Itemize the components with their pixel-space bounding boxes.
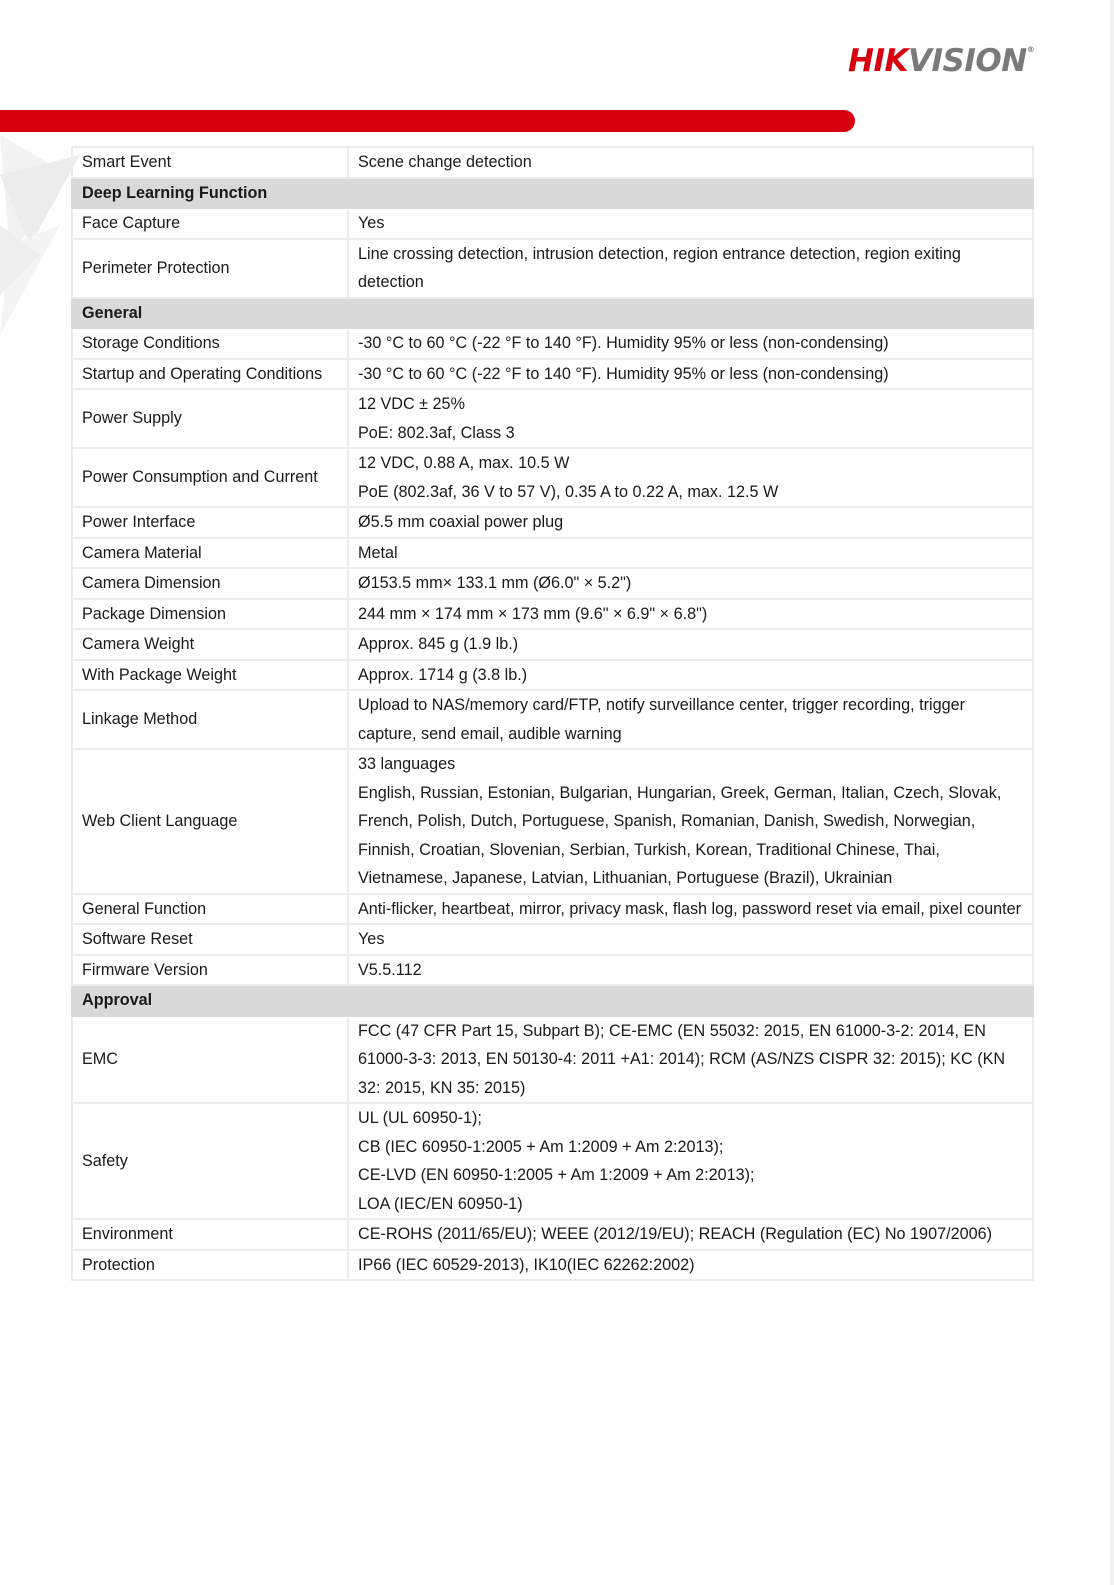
spec-label: EMC [72,1016,348,1104]
spec-value [348,507,1033,538]
spec-label: Linkage Method [72,690,348,749]
spec-value [348,538,1033,569]
spec-row [72,924,1033,955]
spec-value-line: IP66 (IEC 60529-2013), IK10(IEC 62262:2002) [358,1255,695,1274]
spec-value-line: English, Russian, Estonian, Bulgarian, Hungarian, Greek, German, Italian, Czech, Slovak, French, Polish, Dutch, Portuguese, Spanish, Romanian, Danish, Swedish, Norwegian, Finnish, Croatian, Slovenian, Serbian, Turkish, Korean, Traditional Chinese, Thai, Vietnamese, Japanese, Latvian, Lithuanian, Portuguese (Brazil), Ukrainian [358,783,1002,887]
spec-value-line: Line crossing detection, intrusion detection, region entrance detection, region exiting detection [358,244,961,291]
spec-value-line: Ø5.5 mm coaxial power plug [358,513,564,531]
watermark-star-graphic [0,135,80,345]
spec-label: Startup and Operating Conditions [72,359,348,390]
spec-table [71,146,1034,1281]
spec-value-line: 12 VDC, 0.88 A, max. 10.5 W [358,454,570,472]
spec-row [72,239,1033,298]
spec-value-line: Anti-flicker, heartbeat, mirror, privacy mask, flash log, password reset via email, pixel counter [358,899,1022,918]
spec-label: Package Dimension [72,599,348,630]
spec-value-line: CE-ROHS (2011/65/EU); WEEE (2012/19/EU); REACH (Regulation (EC) No 1907/2006) [358,1225,992,1243]
spec-value [348,955,1033,986]
spec-value [348,239,1033,298]
spec-value-line: Upload to NAS/memory card/FTP, notify surveillance center, trigger recording, trigger capture, send email, audible warning [358,696,965,743]
section-header-row [72,298,1033,329]
hikvision-logo [848,43,1035,79]
spec-value-line: Metal [358,543,398,562]
spec-value-line: FCC (47 CFR Part 15, Subpart B); CE-EMC (EN 55032: 2015, EN 61000-3-2: 2014, EN 61000-3-3: 2013, EN 50130-4: 2011 +A1: 2014); RCM (AS/NZS CISPR 32: 2015); KC (KN 32: 2015, KN 35: 2015) [358,1021,1006,1097]
spec-label: Camera Material [72,538,348,569]
spec-label: Safety [72,1103,348,1219]
spec-value-line: Yes [358,930,385,948]
spec-value [348,389,1033,448]
spec-value [348,1016,1033,1104]
spec-value [348,1219,1033,1250]
spec-value-line: Approx. 1714 g (3.8 lb.) [358,665,528,684]
spec-label: Smart Event [72,147,348,178]
spec-row [72,660,1033,691]
section-header-row [72,985,1033,1016]
spec-row [72,894,1033,925]
spec-value [348,1103,1033,1219]
spec-row [72,359,1033,390]
spec-row [72,507,1033,538]
spec-value-line: CE-LVD (EN 60950-1:2005 + Am 1:2009 + Am 2:2013); [358,1166,755,1184]
spec-value-line: CB (IEC 60950-1:2005 + Am 1:2009 + Am 2:2013); [358,1137,724,1156]
spec-value-line: 12 VDC ± 25% [358,395,465,413]
logo-text-gray: VISION [908,43,1027,79]
spec-label: Web Client Language [72,749,348,894]
spec-value [348,1250,1033,1281]
spec-label: General Function [72,894,348,925]
spec-label: Protection [72,1250,348,1281]
spec-row [72,629,1033,660]
registered-mark: ® [1026,45,1035,54]
spec-value-line: PoE (802.3af, 36 V to 57 V), 0.35 A to 0.22 A, max. 12.5 W [358,482,779,501]
spec-row [72,955,1033,986]
spec-value [348,924,1033,955]
spec-row [72,328,1033,359]
spec-value [348,448,1033,507]
spec-value-line: Scene change detection [358,153,532,171]
spec-value-line: Yes [358,214,385,232]
header-red-bar [0,110,855,132]
spec-table-body [72,147,1033,1280]
spec-label: Power Consumption and Current [72,448,348,507]
section-title: Approval [72,985,1033,1016]
spec-value-line: PoE: 802.3af, Class 3 [358,423,515,442]
spec-value-line: Approx. 845 g (1.9 lb.) [358,635,519,653]
spec-row [72,1219,1033,1250]
spec-value [348,208,1033,239]
spec-value [348,690,1033,749]
spec-value-line: Ø153.5 mm× 133.1 mm (Ø6.0" × 5.2") [358,574,632,592]
spec-value [348,359,1033,390]
page-edge [1110,0,1114,1585]
spec-label: Perimeter Protection [72,239,348,298]
section-title: Deep Learning Function [72,178,1033,209]
spec-row [72,147,1033,178]
spec-label: Firmware Version [72,955,348,986]
spec-row [72,1103,1033,1219]
spec-value [348,894,1033,925]
spec-row [72,1250,1033,1281]
spec-value-line: 244 mm × 174 mm × 173 mm (9.6" × 6.9" × 6.8") [358,604,708,623]
spec-row [72,568,1033,599]
spec-label: Software Reset [72,924,348,955]
section-header-row [72,178,1033,209]
spec-row [72,208,1033,239]
spec-label: Face Capture [72,208,348,239]
spec-value [348,599,1033,630]
spec-label: Power Supply [72,389,348,448]
spec-value-line: LOA (IEC/EN 60950-1) [358,1194,523,1213]
section-title: General [72,298,1033,329]
spec-label: Storage Conditions [72,328,348,359]
spec-row [72,1016,1033,1104]
spec-value-line: UL (UL 60950-1); [358,1109,482,1127]
spec-row [72,538,1033,569]
spec-value-line: -30 °C to 60 °C (-22 °F to 140 °F). Humidity 95% or less (non-condensing) [358,364,889,383]
spec-value-line: 33 languages [358,755,456,773]
spec-label: Camera Dimension [72,568,348,599]
spec-row [72,749,1033,894]
spec-label: With Package Weight [72,660,348,691]
spec-label: Environment [72,1219,348,1250]
spec-label: Power Interface [72,507,348,538]
spec-value-line: -30 °C to 60 °C (-22 °F to 140 °F). Humidity 95% or less (non-condensing) [358,334,889,352]
spec-row [72,690,1033,749]
spec-row [72,448,1033,507]
spec-value [348,629,1033,660]
spec-row [72,599,1033,630]
spec-row [72,389,1033,448]
logo-text-red: HIK [848,43,909,79]
spec-value-line: V5.5.112 [358,960,422,979]
spec-value [348,568,1033,599]
spec-value [348,147,1033,178]
spec-value [348,328,1033,359]
spec-label: Camera Weight [72,629,348,660]
spec-value [348,749,1033,894]
spec-value [348,660,1033,691]
